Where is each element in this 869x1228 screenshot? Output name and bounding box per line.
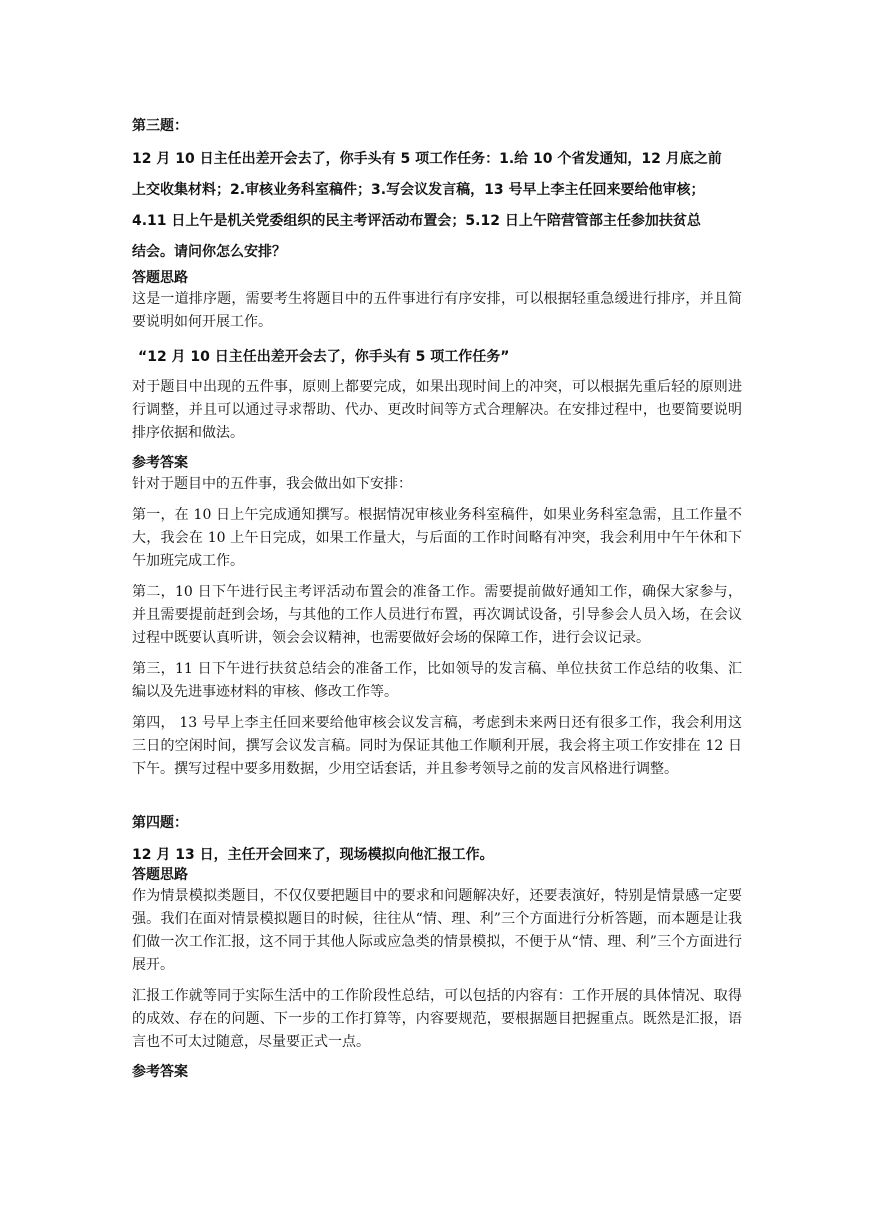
answer-item: 第一，在 10 日上午完成通知撰写。根据情况审核业务科室稿件，如果业务科室急需，且工作量不大，我会在 10 上午日完成，如果工作量大，与后面的工作时间略有冲突，我会利用中午午休和下午加班完成工作。 [132, 507, 742, 569]
question-line: 结会。请问你怎么安排？ [132, 244, 286, 260]
section-4-question: 12 月 13 日，主任开会回来了，现场模拟向他汇报工作。 [132, 847, 494, 863]
question-line: 4.11 日上午是机关党委组织的民主考评活动布置会；5.12 日上午陪营管部主任参加扶贫总 [132, 213, 701, 229]
answer-item: 第三，11 日下午进行扶贫总结会的准备工作，比如领导的发言稿、单位扶贫工作总结的收集、汇编以及先进事迹材料的审核、修改工作等。 [132, 661, 742, 700]
question-line: 上交收集材料；2.审核业务科室稿件；3.写会议发言稿，13 号早上李主任回来要给他审核； [132, 182, 705, 198]
answer-heading: 参考答案 [132, 1064, 188, 1080]
section-3-title: 第三题： [132, 118, 188, 134]
approach-heading: 答题思路 [132, 867, 188, 883]
section-4 [132, 813, 742, 1082]
approach-heading: 答题思路 [132, 270, 188, 286]
approach-paragraph: 汇报工作就等同于实际生活中的工作阶段性总结，可以包括的内容有：工作开展的具体情况、取得的成效、存在的问题、下一步的工作打算等，内容要规范，要根据题目把握重点。既然是汇报，语言也不可太过随意，尽量要正式一点。 [132, 988, 742, 1050]
section-3 [132, 112, 742, 781]
quote-line: “12 月 10 日主任出差开会去了，你手头有 5 项工作任务” [138, 349, 510, 365]
approach-paragraph: 对于题目中出现的五件事，原则上都要完成，如果出现时间上的冲突，可以根据先重后轻的原则进行调整，并且可以通过寻求帮助、代办、更改时间等方式合理解决。在安排过程中，也要简要说明排序依据和做法。 [132, 379, 742, 441]
approach-paragraph: 这是一道排序题，需要考生将题目中的五件事进行有序安排，可以根据轻重急缓进行排序，并且简要说明如何开展工作。 [132, 291, 742, 330]
section-4-title: 第四题： [132, 815, 188, 831]
document-page [132, 112, 742, 1082]
question-line: 12 月 10 日主任出差开会去了，你手头有 5 项工作任务：1.给 10 个省发通知，12 月底之前 [132, 151, 722, 167]
approach-paragraph: 作为情景模拟类题目，不仅仅要把题目中的要求和问题解决好，还要表演好，特别是情景感一定要强。我们在面对情景模拟题目的时候，往往从“情、理、利”三个方面进行分析答题，而本题是让我们做一次工作汇报，这不同于其他人际或应急类的情景模拟，不便于从“情、理、利”三个方面进行展开。 [132, 888, 742, 973]
section-3-question [132, 144, 742, 268]
answer-item: 第二，10 日下午进行民主考评活动布置会的准备工作。需要提前做好通知工作，确保大家参与，并且需要提前赶到会场，与其他的工作人员进行布置，再次调试设备，引导参会人员入场，在会议过程中既要认真听讲，领会会议精神，也需要做好会场的保障工作，进行会议记录。 [132, 584, 742, 646]
answer-intro: 针对于题目中的五件事，我会做出如下安排： [132, 476, 412, 492]
answer-heading: 参考答案 [132, 455, 188, 471]
answer-item: 第四， 13 号早上李主任回来要给他审核会议发言稿，考虑到未来两日还有很多工作，我会利用这三日的空闲时间，撰写会议发言稿。同时为保证其他工作顺利开展，我会将主项工作安排在 12 日下午。撰写过程中要多用数据，少用空话套话，并且参考领导之前的发言风格进行调整。 [132, 715, 742, 777]
